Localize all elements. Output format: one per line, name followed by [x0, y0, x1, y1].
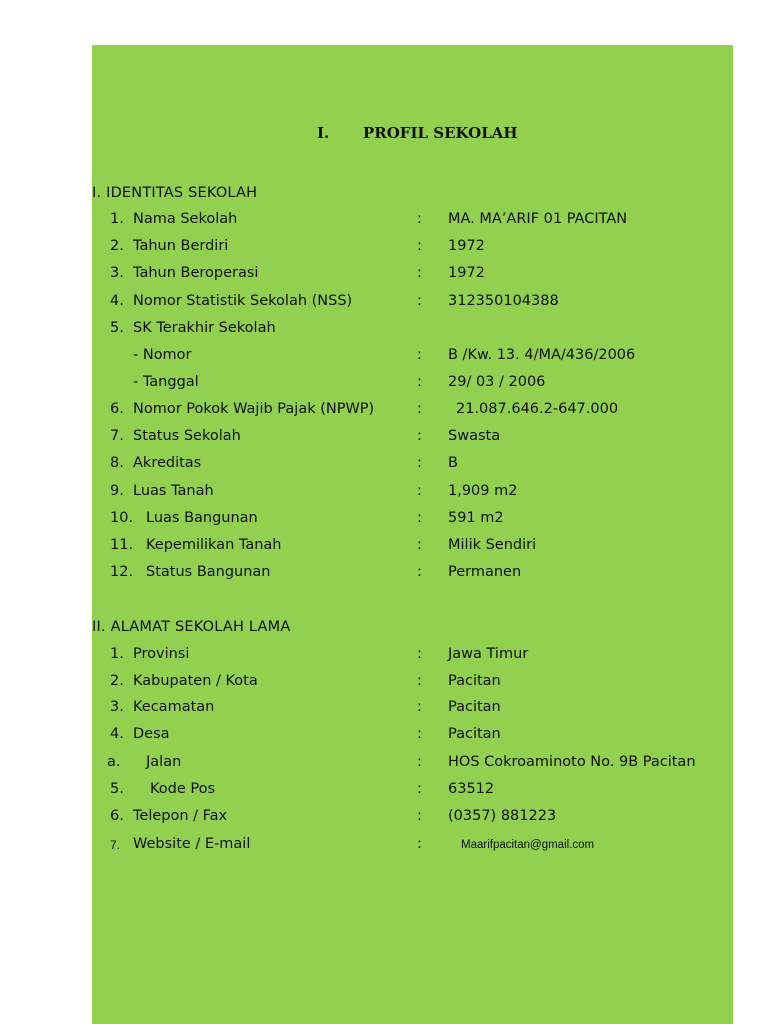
email-link[interactable]: Maarifpacitan@gmail.com: [461, 839, 595, 851]
row-label: Luas Bangunan: [146, 510, 258, 526]
row-label: Provinsi: [133, 646, 190, 662]
row-value: Pacitan: [448, 673, 501, 689]
row-colon: :: [417, 781, 422, 797]
table-row: [0, 374, 768, 394]
row-label: - Nomor: [133, 347, 192, 363]
row-value: Pacitan: [448, 726, 501, 742]
table-row: [0, 483, 768, 503]
row-colon: :: [417, 754, 422, 770]
row-number: 5.: [110, 781, 124, 797]
row-value: 63512: [448, 781, 495, 797]
row-number: 7.: [110, 428, 124, 444]
row-label: Jalan: [146, 754, 182, 770]
row-label: Luas Tanah: [133, 483, 214, 499]
row-colon: :: [417, 238, 422, 254]
row-colon: :: [417, 836, 422, 852]
table-row: [0, 726, 768, 746]
table-row: [0, 537, 768, 557]
row-number: 1.: [110, 646, 124, 662]
row-label: Status Bangunan: [146, 564, 271, 580]
row-number: 6.: [110, 808, 124, 824]
row-colon: :: [417, 564, 422, 580]
row-label: Nomor Statistik Sekolah (NSS): [133, 293, 353, 309]
row-colon: :: [417, 537, 422, 553]
table-row: [0, 347, 768, 367]
row-label: Kepemilikan Tanah: [146, 537, 282, 553]
row-number: 11.: [110, 537, 134, 553]
row-label: - Tanggal: [133, 374, 199, 390]
row-value: Pacitan: [448, 699, 501, 715]
row-label: Nomor Pokok Wajib Pajak (NPWP): [133, 401, 375, 417]
table-row: [0, 293, 768, 313]
table-row: [0, 564, 768, 584]
table-row: [0, 238, 768, 258]
row-colon: :: [417, 808, 422, 824]
table-row: [0, 211, 768, 231]
row-number: 6.: [110, 401, 124, 417]
row-label: Tahun Berdiri: [133, 238, 229, 254]
table-row: [0, 401, 768, 421]
row-number: 8.: [110, 455, 124, 471]
row-number: 2.: [110, 673, 124, 689]
row-number: 2.: [110, 238, 124, 254]
table-row: [0, 808, 768, 828]
table-row: [0, 320, 768, 340]
row-value: B: [448, 455, 458, 471]
row-colon: :: [417, 401, 422, 417]
row-colon: :: [417, 347, 422, 363]
row-number: 1.: [110, 211, 124, 227]
row-colon: :: [417, 726, 422, 742]
row-colon: :: [417, 510, 422, 526]
row-value: (0357) 881223: [448, 808, 557, 824]
row-number: a.: [107, 754, 121, 770]
row-label: Website / E-mail: [133, 836, 251, 852]
section-heading-identitas: I. IDENTITAS SEKOLAH: [92, 185, 258, 201]
page-title: [317, 124, 518, 142]
row-number: 10.: [110, 510, 134, 526]
row-value: 21.087.646.2-647.000: [456, 401, 619, 417]
row-value: 1,909 m2: [448, 483, 518, 499]
table-row: [0, 673, 768, 693]
row-colon: :: [417, 646, 422, 662]
row-value: Jawa Timur: [448, 646, 529, 662]
row-label: Tahun Beroperasi: [133, 265, 259, 281]
table-row: [0, 699, 768, 719]
title-text: PROFIL SEKOLAH: [363, 124, 518, 142]
row-colon: :: [417, 699, 422, 715]
row-label: Status Sekolah: [133, 428, 241, 444]
row-number: 7.: [110, 838, 121, 852]
row-value: Permanen: [448, 564, 522, 580]
row-colon: :: [417, 673, 422, 689]
table-row: [0, 428, 768, 448]
row-value: MA. MA’ARIF 01 PACITAN: [448, 211, 628, 227]
row-colon: :: [417, 483, 422, 499]
row-number: 4.: [110, 726, 124, 742]
row-value: Milik Sendiri: [448, 537, 537, 553]
table-row: [0, 646, 768, 666]
row-number: 3.: [110, 265, 124, 281]
row-value: 591 m2: [448, 510, 504, 526]
row-number: 12.: [110, 564, 134, 580]
row-label: Akreditas: [133, 455, 202, 471]
row-label: Desa: [133, 726, 170, 742]
row-label: SK Terakhir Sekolah: [133, 320, 276, 336]
row-number: 4.: [110, 293, 124, 309]
table-row: [0, 510, 768, 530]
row-colon: :: [417, 211, 422, 227]
row-value: Swasta: [448, 428, 501, 444]
row-value: 1972: [448, 265, 485, 281]
table-row: [0, 265, 768, 285]
section-heading-alamat: II. ALAMAT SEKOLAH LAMA: [92, 619, 291, 635]
row-value: B /Kw. 13. 4/MA/436/2006: [448, 347, 636, 363]
table-row: [0, 836, 768, 856]
table-row: [0, 455, 768, 475]
row-value: 29/ 03 / 2006: [448, 374, 546, 390]
row-label: Kecamatan: [133, 699, 215, 715]
row-number: 5.: [110, 320, 124, 336]
row-colon: :: [417, 265, 422, 281]
row-colon: :: [417, 374, 422, 390]
row-number: 3.: [110, 699, 124, 715]
row-label: Nama Sekolah: [133, 211, 238, 227]
row-value: 1972: [448, 238, 485, 254]
row-value: 312350104388: [448, 293, 559, 309]
row-label: Kabupaten / Kota: [133, 673, 258, 689]
row-label: Telepon / Fax: [133, 808, 228, 824]
table-row: [0, 754, 768, 774]
row-number: 9.: [110, 483, 124, 499]
table-row: [0, 781, 768, 801]
row-colon: :: [417, 428, 422, 444]
title-number: I.: [317, 124, 330, 142]
row-value: HOS Cokroaminoto No. 9B Pacitan: [448, 754, 696, 770]
row-colon: :: [417, 455, 422, 471]
row-colon: :: [417, 293, 422, 309]
row-label: Kode Pos: [150, 781, 216, 797]
